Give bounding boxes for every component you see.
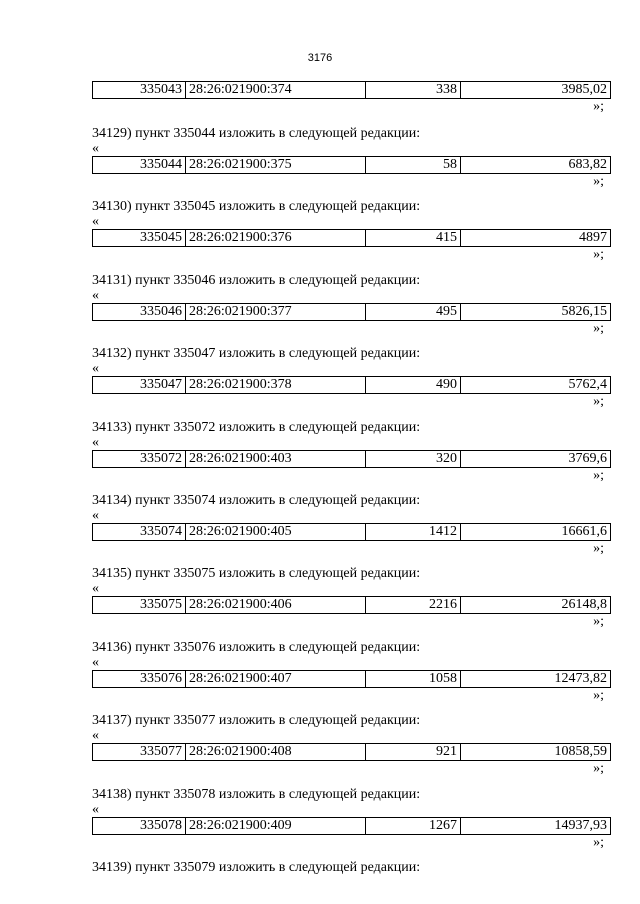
opening-quote: « <box>92 287 99 303</box>
row-area: 338 <box>366 82 461 99</box>
closing-quote: »; <box>593 247 604 263</box>
amendment-block <box>92 346 612 416</box>
amendment-block <box>92 126 612 196</box>
amendment-intro: 34135) пункт 335075 изложить в следующей редакции: <box>92 566 421 582</box>
row-cadastral-number: 28:26:021900:378 <box>186 377 366 394</box>
amendment-list <box>92 126 612 857</box>
page-number: 3176 <box>307 52 333 64</box>
amendment-block <box>92 199 612 269</box>
row-area: 1267 <box>366 817 461 834</box>
row-area: 490 <box>366 377 461 394</box>
opening-quote: « <box>92 728 99 744</box>
closing-quote: »; <box>593 687 604 703</box>
row-value: 3985,02 <box>461 82 611 99</box>
row-id: 335078 <box>93 817 186 834</box>
row-id: 335046 <box>93 303 186 320</box>
row-area: 58 <box>366 157 461 174</box>
amendment-intro: 34130) пункт 335045 изложить в следующей редакции: <box>92 199 421 215</box>
row-area: 1058 <box>366 670 461 687</box>
table-row <box>92 670 611 688</box>
table-row <box>92 156 611 174</box>
row-value: 26148,8 <box>461 597 611 614</box>
row-cadastral-number: 28:26:021900:374 <box>186 82 366 99</box>
amendment-block <box>92 493 612 563</box>
row-cadastral-number: 28:26:021900:377 <box>186 303 366 320</box>
row-value: 12473,82 <box>461 670 611 687</box>
row-id: 335043 <box>93 82 186 99</box>
amendment-intro: 34131) пункт 335046 изложить в следующей редакции: <box>92 272 421 288</box>
row-value: 3769,6 <box>461 450 611 467</box>
opening-quote: « <box>92 214 99 230</box>
row-id: 335072 <box>93 450 186 467</box>
final-amendment-intro: 34139) пункт 335079 изложить в следующей редакции: <box>92 859 421 875</box>
table-row <box>92 596 611 614</box>
opening-quote: « <box>92 361 99 377</box>
closing-quote: »; <box>593 834 604 850</box>
row-cadastral-number: 28:26:021900:409 <box>186 817 366 834</box>
row-cadastral-number: 28:26:021900:403 <box>186 450 366 467</box>
row-area: 415 <box>366 230 461 247</box>
closing-quote: »; <box>593 467 604 483</box>
row-id: 335045 <box>93 230 186 247</box>
row-id: 335047 <box>93 377 186 394</box>
row-value: 5762,4 <box>461 377 611 394</box>
row-area: 320 <box>366 450 461 467</box>
opening-quote: « <box>92 801 99 817</box>
amendment-block <box>92 713 612 783</box>
row-cadastral-number: 28:26:021900:408 <box>186 744 366 761</box>
amendment-intro: 34134) пункт 335074 изложить в следующей редакции: <box>92 492 421 508</box>
amendment-intro: 34132) пункт 335047 изложить в следующей редакции: <box>92 346 421 362</box>
table-row <box>92 817 611 835</box>
table-row <box>92 303 611 321</box>
closing-quote: »; <box>593 320 604 336</box>
row-area: 1412 <box>366 523 461 540</box>
document-body <box>92 81 612 876</box>
opening-quote: « <box>92 581 99 597</box>
row-cadastral-number: 28:26:021900:376 <box>186 230 366 247</box>
opening-quote: « <box>92 434 99 450</box>
amendment-intro: 34137) пункт 335077 изложить в следующей редакции: <box>92 713 421 729</box>
row-id: 335075 <box>93 597 186 614</box>
row-cadastral-number: 28:26:021900:405 <box>186 523 366 540</box>
row-value: 16661,6 <box>461 523 611 540</box>
table-row <box>92 229 611 247</box>
row-id: 335044 <box>93 157 186 174</box>
first-entry <box>92 81 612 123</box>
amendment-intro: 34136) пункт 335076 изложить в следующей редакции: <box>92 639 421 655</box>
row-area: 2216 <box>366 597 461 614</box>
row-value: 5826,15 <box>461 303 611 320</box>
closing-quote: »; <box>593 174 604 189</box>
table-row <box>92 376 611 394</box>
row-area: 495 <box>366 303 461 320</box>
amendment-block <box>92 566 612 636</box>
amendment-block <box>92 273 612 343</box>
table-row <box>92 450 611 468</box>
closing-quote: »; <box>593 540 604 556</box>
table-row <box>92 81 611 99</box>
table-row <box>92 743 611 761</box>
closing-quote: »; <box>593 614 604 630</box>
row-value: 683,82 <box>461 157 611 174</box>
amendment-block <box>92 640 612 710</box>
row-value: 10858,59 <box>461 744 611 761</box>
row-cadastral-number: 28:26:021900:375 <box>186 157 366 174</box>
amendment-block <box>92 787 612 857</box>
row-cadastral-number: 28:26:021900:407 <box>186 670 366 687</box>
row-value: 4897 <box>461 230 611 247</box>
amendment-intro: 34129) пункт 335044 изложить в следующей редакции: <box>92 126 421 141</box>
row-id: 335076 <box>93 670 186 687</box>
row-id: 335077 <box>93 744 186 761</box>
closing-quote: »; <box>593 761 604 777</box>
row-id: 335074 <box>93 523 186 540</box>
row-value: 14937,93 <box>461 817 611 834</box>
closing-quote: »; <box>593 99 604 114</box>
amendment-intro: 34138) пункт 335078 изложить в следующей редакции: <box>92 786 421 802</box>
opening-quote: « <box>92 141 99 156</box>
row-area: 921 <box>366 744 461 761</box>
amendment-intro: 34133) пункт 335072 изложить в следующей редакции: <box>92 419 421 435</box>
amendment-block <box>92 420 612 490</box>
table-row <box>92 523 611 541</box>
closing-quote: »; <box>593 394 604 410</box>
opening-quote: « <box>92 654 99 670</box>
opening-quote: « <box>92 507 99 523</box>
row-cadastral-number: 28:26:021900:406 <box>186 597 366 614</box>
